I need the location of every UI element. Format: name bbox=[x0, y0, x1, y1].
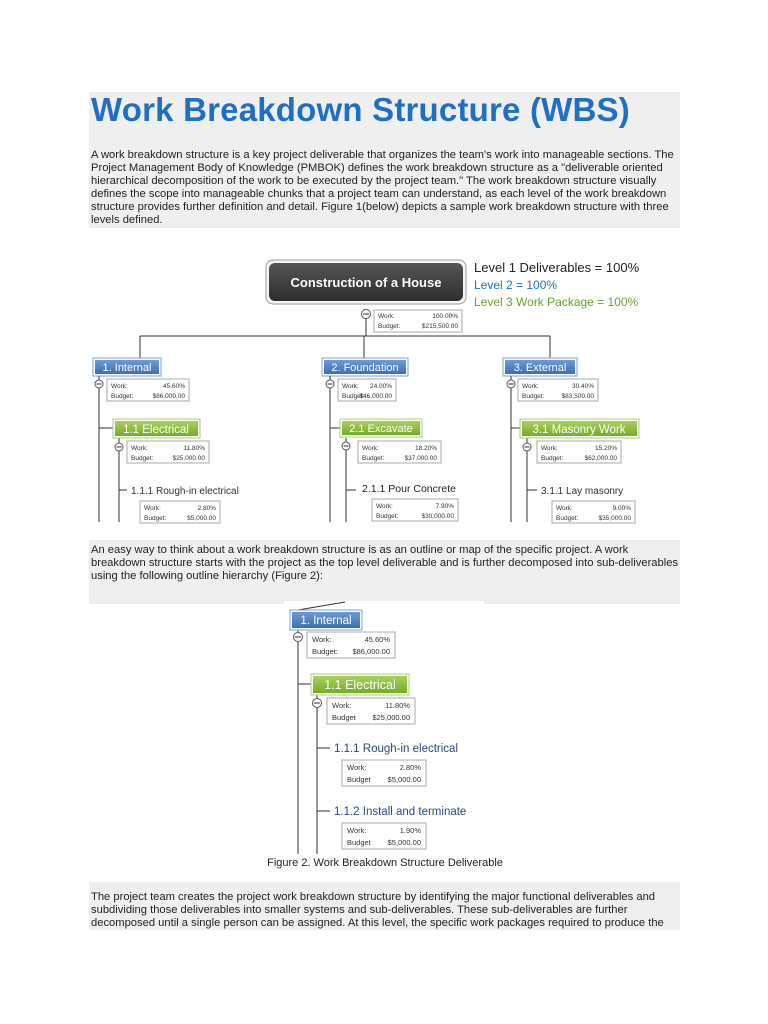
svg-text:1.1 Electrical: 1.1 Electrical bbox=[123, 424, 189, 436]
svg-text:$35,000.00: $35,000.00 bbox=[598, 515, 631, 522]
root-label: Construction of a House bbox=[290, 275, 442, 290]
svg-text:Work:: Work: bbox=[522, 383, 539, 390]
svg-text:11.80%: 11.80% bbox=[183, 445, 205, 452]
closing-paragraph: The project team creates the project work breakdown structure by identifying the major functional deliverables and subdividing those deliverables into smaller systems and sub-deliverables. These sub-deliverables are further decomposed until a single person can be assigned. At this level, the specific work packages required to produce the bbox=[91, 891, 664, 929]
svg-text:Work:: Work: bbox=[144, 505, 161, 512]
svg-text:15.20%: 15.20% bbox=[594, 445, 617, 452]
svg-text:1. Internal: 1. Internal bbox=[102, 362, 152, 374]
svg-text:Budget: Budget bbox=[347, 775, 371, 784]
svg-text:Work:: Work: bbox=[347, 763, 367, 772]
svg-text:Work:: Work: bbox=[376, 503, 393, 510]
svg-text:2. Foundation: 2. Foundation bbox=[331, 362, 399, 374]
fig2-level2-node bbox=[311, 674, 409, 695]
svg-text:Work:: Work: bbox=[362, 445, 379, 452]
legend-level3: Level 3 Work Package = 100% bbox=[474, 295, 639, 309]
svg-text:$215,500.00: $215,500.00 bbox=[421, 323, 458, 330]
legend-level2: Level 2 = 100% bbox=[474, 278, 558, 292]
metrics-box bbox=[327, 698, 415, 724]
svg-text:3.1 Masonry Work: 3.1 Masonry Work bbox=[532, 424, 626, 436]
svg-text:Budget:: Budget: bbox=[342, 393, 365, 400]
svg-text:2.80%: 2.80% bbox=[399, 763, 421, 772]
svg-text:$86,000.00: $86,000.00 bbox=[352, 647, 390, 656]
svg-text:Budget:: Budget: bbox=[131, 455, 154, 462]
svg-text:Budget:: Budget: bbox=[541, 455, 564, 462]
svg-text:Budget:: Budget: bbox=[111, 393, 134, 400]
svg-text:$25,000.00: $25,000.00 bbox=[172, 455, 205, 462]
svg-text:$37,000.00: $37,000.00 bbox=[404, 455, 437, 462]
svg-text:Work:: Work: bbox=[378, 313, 395, 320]
svg-text:1.90%: 1.90% bbox=[399, 826, 421, 835]
svg-text:Budget:: Budget: bbox=[144, 515, 167, 522]
svg-text:Budget:: Budget: bbox=[378, 323, 401, 330]
svg-text:100.00%: 100.00% bbox=[432, 313, 458, 320]
svg-text:$25,000.00: $25,000.00 bbox=[372, 713, 410, 722]
outline-paragraph: An easy way to think about a work breakdown structure is as an outline or map of the specific project. A work breakdown structure starts with the project as the top level deliverable and is further decomposed into sub-deliverables using the following outline hierarchy (Figure 2): bbox=[91, 544, 679, 582]
svg-text:2.80%: 2.80% bbox=[197, 505, 216, 512]
svg-text:11.80%: 11.80% bbox=[385, 701, 410, 710]
svg-text:Work:: Work: bbox=[312, 635, 332, 644]
level3-label: 3.1.1 Lay masonry bbox=[541, 486, 624, 497]
svg-text:45.60%: 45.60% bbox=[162, 383, 185, 390]
svg-text:1.1 Electrical: 1.1 Electrical bbox=[324, 678, 396, 692]
svg-text:Work:: Work: bbox=[347, 826, 367, 835]
svg-text:$83,500.00: $83,500.00 bbox=[561, 393, 594, 400]
svg-text:3. External: 3. External bbox=[513, 362, 567, 374]
intro-paragraph: A work breakdown structure is a key project deliverable that organizes the team's work into manageable sections. The Project Management Body of Knowledge (PMBOK) defines the work breakdown structure as a "deliverable oriented hierarchical decomposition of the work to be executed by the project team." The work breakdown structure visually defines the scope into manageable chunks that a project team can understand, as each level of the work breakdown structure provides further definition and detail. Figure 1(below) depicts a sample work breakdown structure with three levels defined. bbox=[91, 149, 674, 226]
metrics-box bbox=[307, 632, 395, 658]
svg-text:Work:: Work: bbox=[131, 445, 148, 452]
svg-text:Budget:: Budget: bbox=[362, 455, 385, 462]
svg-text:Work:: Work: bbox=[541, 445, 558, 452]
page-title: Work Breakdown Structure (WBS) bbox=[91, 91, 630, 128]
svg-text:9.00%: 9.00% bbox=[612, 505, 631, 512]
svg-text:Work:: Work: bbox=[556, 505, 573, 512]
metrics-box bbox=[342, 760, 426, 786]
svg-text:30.40%: 30.40% bbox=[571, 383, 594, 390]
svg-text:$5,000.00: $5,000.00 bbox=[387, 775, 421, 784]
svg-text:24.00%: 24.00% bbox=[369, 383, 392, 390]
level3-label: 1.1.1 Rough-in electrical bbox=[131, 486, 239, 497]
metrics-box bbox=[342, 823, 426, 849]
svg-text:$46,000.00: $46,000.00 bbox=[359, 393, 392, 400]
svg-text:Work:: Work: bbox=[332, 701, 352, 710]
svg-text:2.1 Excavate: 2.1 Excavate bbox=[349, 423, 413, 435]
svg-text:$86,000.00: $86,000.00 bbox=[152, 393, 185, 400]
svg-text:7.90%: 7.90% bbox=[435, 503, 454, 510]
svg-text:45.60%: 45.60% bbox=[364, 635, 390, 644]
svg-text:1. Internal: 1. Internal bbox=[300, 615, 352, 627]
level3-label: 2.1.1 Pour Concrete bbox=[362, 483, 456, 495]
collapse-icon[interactable] bbox=[294, 633, 303, 642]
svg-text:18.20%: 18.20% bbox=[414, 445, 437, 452]
svg-text:Budget: Budget bbox=[332, 713, 356, 722]
svg-text:Work:: Work: bbox=[342, 383, 359, 390]
svg-text:Budget:: Budget: bbox=[312, 647, 338, 656]
svg-text:$30,000.00: $30,000.00 bbox=[421, 513, 454, 520]
svg-text:Budget: Budget bbox=[347, 838, 371, 847]
svg-text:$5,000.00: $5,000.00 bbox=[387, 838, 421, 847]
legend-level1: Level 1 Deliverables = 100% bbox=[474, 260, 640, 275]
figure-2-caption: Figure 2. Work Breakdown Structure Deliverable bbox=[267, 857, 503, 869]
fig2-level3-label: 1.1.2 Install and terminate bbox=[334, 806, 467, 818]
svg-text:Work:: Work: bbox=[111, 383, 128, 390]
svg-text:Budget:: Budget: bbox=[522, 393, 545, 400]
svg-text:$62,000.00: $62,000.00 bbox=[584, 455, 617, 462]
svg-text:Budget:: Budget: bbox=[376, 513, 399, 520]
svg-text:Budget:: Budget: bbox=[556, 515, 579, 522]
svg-text:$5,000.00: $5,000.00 bbox=[187, 515, 216, 522]
fig2-level3-label: 1.1.1 Rough-in electrical bbox=[334, 743, 459, 755]
collapse-icon[interactable] bbox=[313, 699, 322, 708]
fig2-level1-node bbox=[290, 610, 362, 630]
